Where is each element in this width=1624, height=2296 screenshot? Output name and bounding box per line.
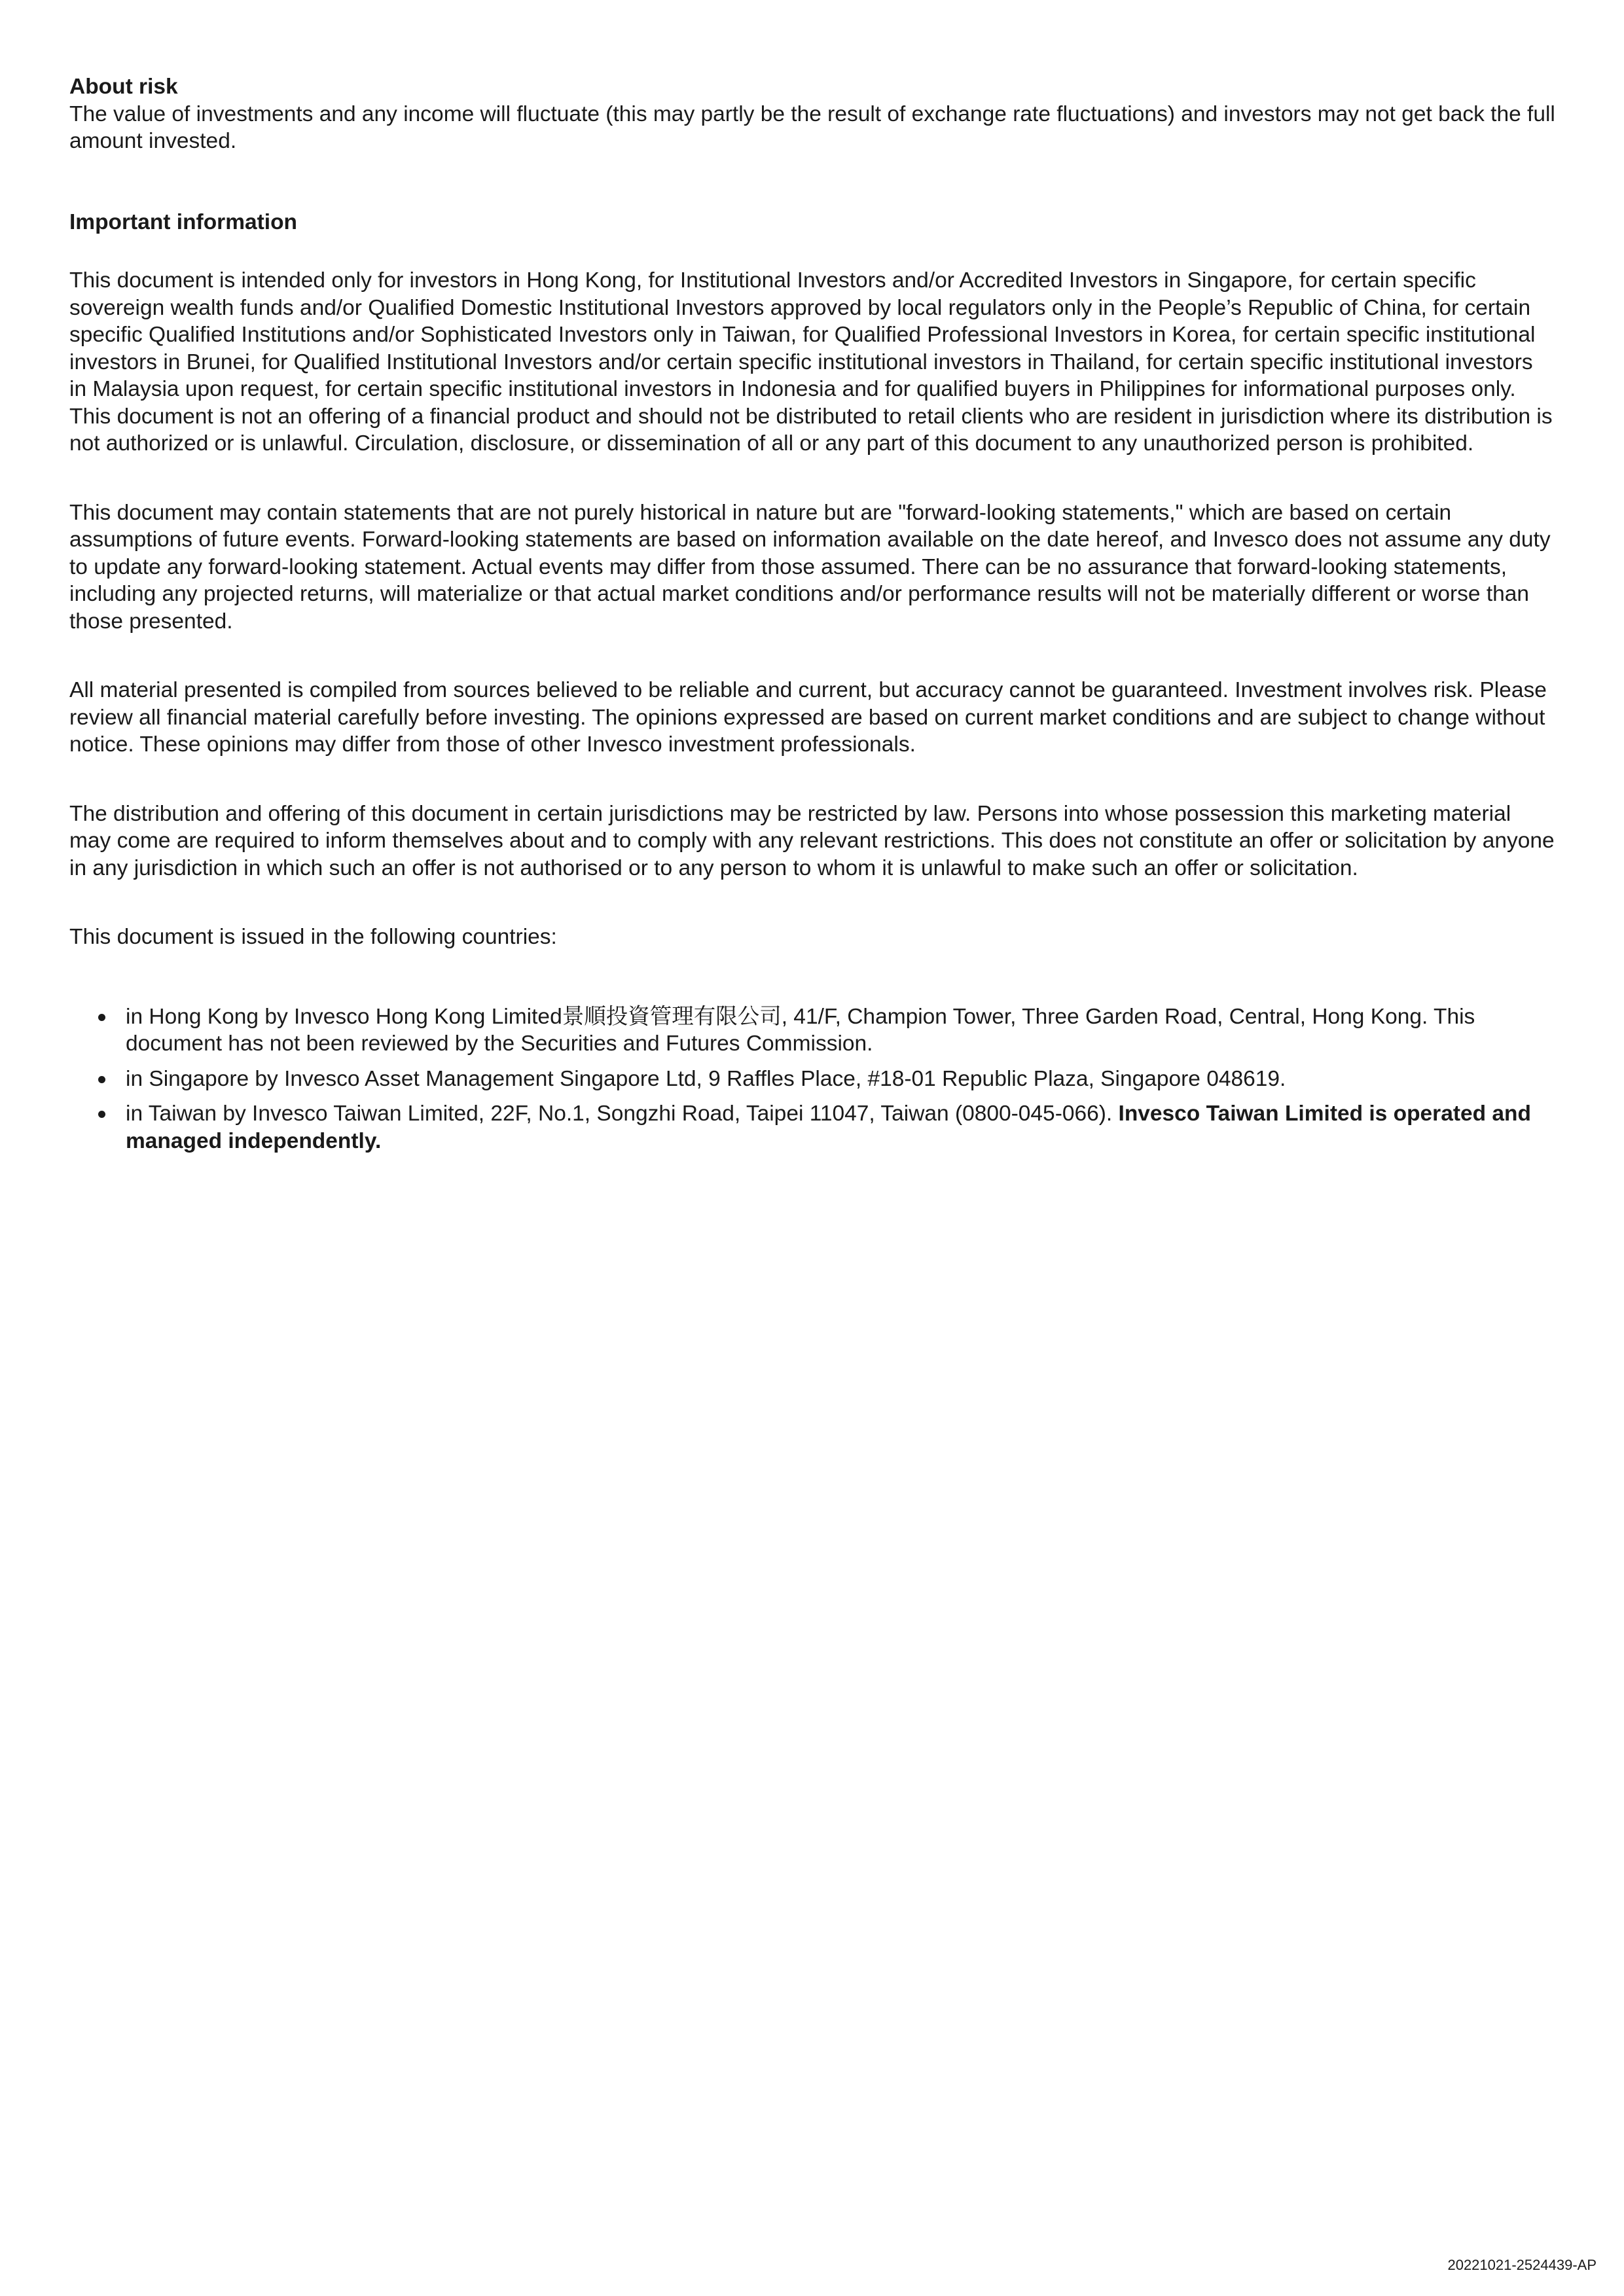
- issuer-taiwan: [126, 1100, 1555, 1155]
- about-risk-text: The value of investments and any income will fluctuate (this may partly be the result of exchange rate fluctuations) and investors may not get back the full amount invested.: [69, 101, 1555, 153]
- issuer-singapore: [126, 1066, 1555, 1093]
- important-information-heading: Important information: [69, 209, 298, 234]
- issuer-hong-kong-text: in Hong Kong by Invesco Hong Kong Limited景順投資管理有限公司, 41/F, Champion Tower, Three Garden Road, Central, Hong Kong. This document has not been reviewed by the Securities and Futures Commission.: [126, 1004, 1475, 1056]
- intended-investors-paragraph: This document is intended only for investors in Hong Kong, for Institutional Investors and/or Accredited Investors in Singapore, for certain specific sovereign wealth funds and/or Qualified Domestic Institutional Investors approved by local regulators only in the People’s Republic of China, for certain specific Qualified Institutions and/or Sophisticated Investors only in Taiwan, for Qualified Professional Investors in Korea, for certain specific institutional investors in Brunei, for Qualified Institutional Investors and/or certain specific institutional investors in Thailand, for certain specific institutional investors in Malaysia upon request, for certain specific institutional investors in Indonesia and for qualified buyers in Philippines for informational purposes only. This document is not an offering of a financial product and should not be distributed to retail clients who are resident in jurisdiction where its distribution is not authorized or is unlawful. Circulation, disclosure, or dissemination of all or any part of this document to any unauthorized person is prohibited.: [69, 268, 1553, 456]
- forward-looking-paragraph: This document may contain statements that are not purely historical in nature but are "forward-looking statements," which are based on certain assumptions of future events. Forward-looking statements are based on information available on the date hereof, and Invesco does not assume any duty to update any forward-looking statement. Actual events may differ from those assumed. There can be no assurance that forward-looking statements, including any projected returns, will materialize or that actual market conditions and/or performance results will not be materially different or worse than those presented.: [69, 500, 1551, 634]
- issuer-taiwan-bold-note: Invesco Taiwan Limited is operated and managed independently.: [126, 1102, 1531, 1153]
- issuer-taiwan-text: in Taiwan by Invesco Taiwan Limited, 22F, No.1, Songzhi Road, Taipei 11047, Taiwan (0800-045-066).: [126, 1102, 1119, 1126]
- issuer-list: [69, 1003, 1555, 1155]
- issued-countries-intro: This document is issued in the following countries:: [69, 925, 557, 949]
- distribution-restriction-paragraph: The distribution and offering of this document in certain jurisdictions may be restricted by law. Persons into whose possession this marketing material may come are required to inform themselves about and to comply with any relevant restrictions. This does not constitute an offer or solicitation by anyone in any jurisdiction in which such an offer is not authorised or to any person to whom it is unlawful to make such an offer or solicitation.: [69, 801, 1555, 880]
- issuer-singapore-text: in Singapore by Invesco Asset Management Singapore Ltd, 9 Raffles Place, #18-01 Republic Plaza, Singapore 048619.: [126, 1066, 1286, 1091]
- issuer-hong-kong: [126, 1003, 1555, 1058]
- document-body: [69, 73, 1555, 1162]
- accuracy-disclaimer-paragraph: All material presented is compiled from sources believed to be reliable and current, but accuracy cannot be guaranteed. Investment involves risk. Please review all financial material carefully before investing. The opinions expressed are based on current market conditions and are subject to change without notice. These opinions may differ from those of other Invesco investment professionals.: [69, 678, 1547, 757]
- about-risk-heading: About risk: [69, 75, 178, 99]
- document-reference-code: 20221021-2524439-AP: [1447, 2257, 1597, 2273]
